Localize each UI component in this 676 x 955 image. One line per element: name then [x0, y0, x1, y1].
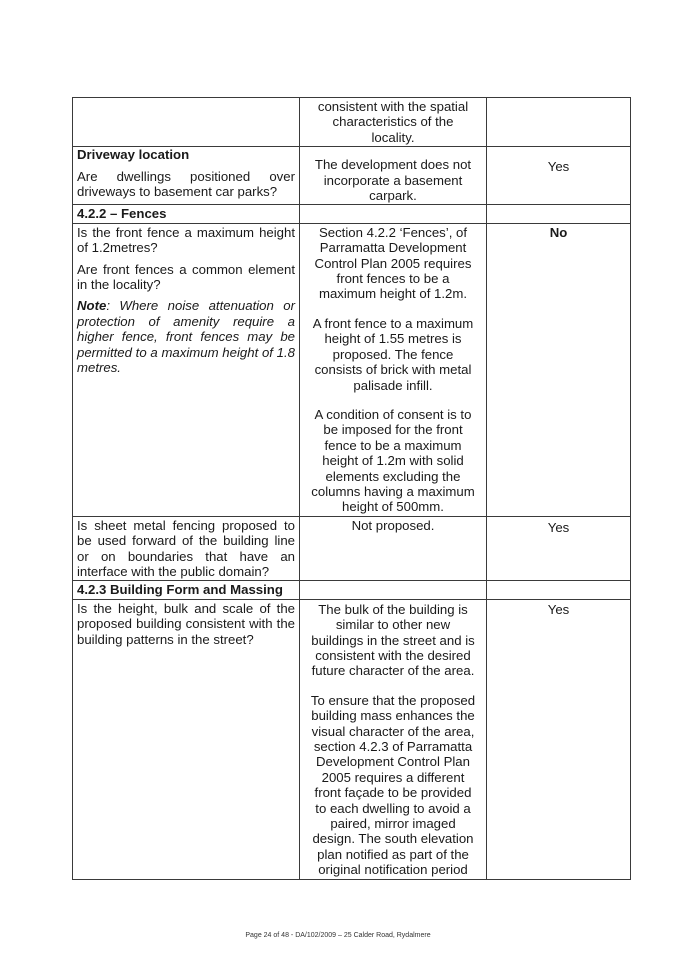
- comment-line: height of 500mm.: [342, 499, 444, 515]
- comment-paragraph: [304, 407, 482, 515]
- compliance-cell: Yes: [487, 147, 631, 205]
- comment-line: buildings in the street and is: [311, 632, 475, 648]
- comment-line: consists of brick with metal: [314, 362, 472, 378]
- criteria-text: Are dwellings positioned over driveways to basement car parks?: [77, 168, 295, 200]
- comment-line: The development does not: [314, 157, 472, 173]
- table-row: [73, 147, 631, 205]
- comment-line: palisade infill.: [353, 377, 433, 393]
- comment-cell: [300, 98, 487, 147]
- criteria-text: Is the height, bulk and scale of the proposed building consistent with the building patterns in the street?: [77, 600, 295, 647]
- comment-line: visual character of the area,: [311, 723, 475, 739]
- comment-paragraph: [304, 693, 482, 878]
- comment-line: future character of the area.: [311, 663, 475, 679]
- table-row: [73, 205, 631, 223]
- comment-line: front fences to be a: [336, 271, 450, 287]
- comment-cell: [300, 205, 487, 223]
- table-row: [73, 223, 631, 516]
- comment-line: be imposed for the front: [323, 422, 463, 438]
- row-heading: Driveway location: [77, 147, 190, 163]
- page-footer: Page 24 of 48 - DA/102/2009 – 25 Calder Road, Rydalmere: [245, 932, 431, 939]
- note-body: : Where noise attenuation or protection of amenity require a higher fence, front fences may be permitted to a maximum height of 1.8 metres.: [77, 298, 295, 376]
- comment-line: Development Control Plan: [316, 754, 470, 770]
- table-row: [73, 516, 631, 581]
- comment-line: locality.: [371, 129, 415, 145]
- assessment-table: [72, 97, 631, 880]
- criteria-text: Are front fences a common element in the locality?: [77, 261, 295, 293]
- criteria-cell: [73, 599, 300, 879]
- compliance-cell: Yes: [487, 516, 631, 581]
- comment-line: maximum height of 1.2m.: [318, 286, 468, 302]
- table-row: [73, 98, 631, 147]
- compliance-cell: [487, 205, 631, 223]
- comment-cell: [300, 147, 487, 205]
- criteria-text: Is sheet metal fencing proposed to be used forward of the building line or on boundaries that have an interface with the public domain?: [77, 517, 295, 579]
- comment-line: characteristics of the: [332, 114, 454, 130]
- comment-line: building mass enhances the: [311, 708, 475, 724]
- table-row: [73, 599, 631, 879]
- comment-paragraph: [304, 602, 482, 679]
- comment-line: consistent with the spatial: [317, 99, 469, 114]
- comment-line: incorporate a basement: [323, 172, 463, 188]
- comment-line: front façade to be provided: [314, 785, 472, 801]
- section-heading: 4.2.2 – Fences: [73, 205, 300, 223]
- comment-paragraph: [304, 225, 482, 302]
- comment-line: height of 1.55 metres is: [324, 331, 462, 347]
- comment-line: A condition of consent is to: [314, 406, 472, 422]
- comment-line: fence to be a maximum: [324, 437, 462, 453]
- comment-line: carpark.: [369, 188, 417, 204]
- comment-line: proposed. The fence: [332, 346, 454, 362]
- comment-line: plan notified as part of the: [317, 846, 469, 862]
- comment-line: design. The south elevation: [312, 831, 474, 847]
- comment-cell: Not proposed.: [300, 516, 487, 581]
- comment-line: similar to other new: [335, 617, 451, 633]
- comment-paragraph: [304, 316, 482, 393]
- comment-line: A front fence to a maximum: [312, 315, 474, 331]
- comment-cell: [300, 223, 487, 516]
- table-row: [73, 581, 631, 599]
- note-text: [77, 298, 295, 375]
- comment-line: 2005 requires a different: [321, 769, 465, 785]
- comment-line: Control Plan 2005 requires: [314, 255, 472, 271]
- comment-line: to each dwelling to avoid a: [315, 800, 471, 816]
- comment-line: consistent with the desired: [315, 648, 471, 663]
- comment-line: original notification period: [318, 862, 468, 878]
- criteria-cell: [73, 98, 300, 147]
- comment-line: To ensure that the proposed: [310, 692, 476, 708]
- comment-line: Parramatta Development: [319, 240, 467, 256]
- comment-line: elements excluding the: [325, 468, 461, 484]
- comment-cell: [300, 581, 487, 599]
- compliance-cell: [487, 98, 631, 147]
- criteria-cell: [73, 223, 300, 516]
- compliance-cell: No: [487, 223, 631, 516]
- comment-line: paired, mirror imaged: [330, 816, 456, 832]
- comment-line: The bulk of the building is: [318, 601, 468, 617]
- criteria-text: Is the front fence a maximum height of 1.2metres?: [77, 224, 295, 256]
- compliance-cell: Yes: [487, 599, 631, 879]
- comment-line: Section 4.2.2 ‘Fences’, of: [318, 224, 468, 240]
- comment-cell: [300, 599, 487, 879]
- comment-line: section 4.2.3 of Parramatta: [313, 739, 473, 755]
- compliance-cell: [487, 581, 631, 599]
- comment-line: columns having a maximum: [311, 483, 475, 499]
- section-heading: 4.2.3 Building Form and Massing: [73, 581, 300, 599]
- criteria-cell: [73, 516, 300, 581]
- criteria-cell: [73, 147, 300, 205]
- comment-line: height of 1.2m with solid: [322, 453, 464, 469]
- note-label: Note: [77, 298, 107, 314]
